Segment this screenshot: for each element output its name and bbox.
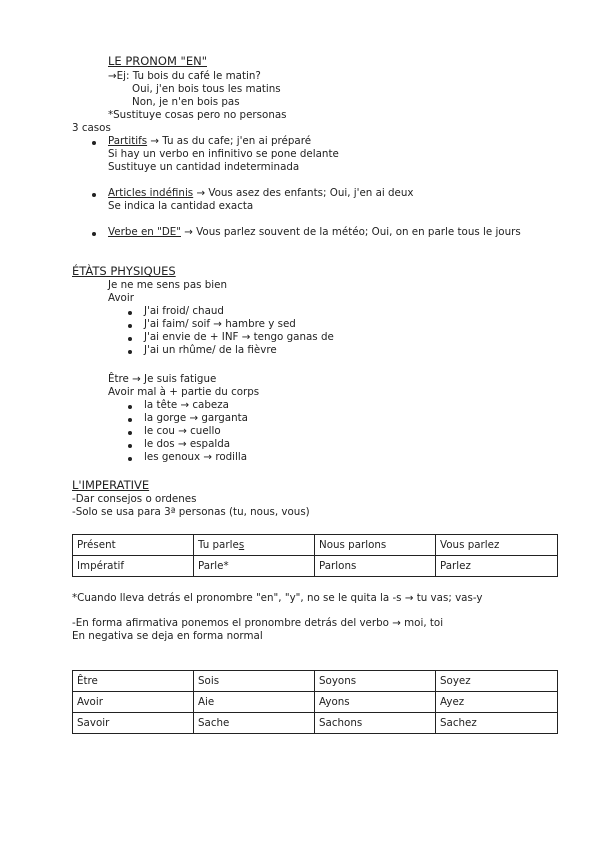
bullet-icon [128,350,132,354]
case-keyword: Partitifs [108,135,148,147]
case-keyword: Articles indéfinis [108,187,194,199]
table-row [73,535,558,556]
table-cell: Vous parlez [436,535,558,556]
table-cell: Être [73,671,194,692]
case-text: → Vous parlez souvent de la météo; Oui, on en parle tous le jours [181,226,521,238]
table-cell: Ayez [436,692,558,713]
cases-label: 3 casos [72,122,111,134]
table-cell: Présent [73,535,194,556]
section-title-etats: ÉTÀTS PHYSIQUES [72,264,176,278]
case-partitifs [108,135,311,148]
example-answer-yes: Oui, j'en bois tous les matins [132,83,281,95]
bullet-icon [92,193,96,197]
table-cell: Sois [194,671,315,692]
list-item: J'ai un rhûme/ de la fièvre [144,344,277,356]
table-row [73,713,558,734]
table-row [73,556,558,577]
bullet-icon [128,431,132,435]
etats-line: Je ne me sens pas bien [108,279,228,291]
table-cell: Soyez [436,671,558,692]
bullet-icon [128,418,132,422]
case-articles [108,187,414,200]
list-item: le cou → cuello [144,425,221,437]
list-item: les genoux → rodilla [144,451,248,463]
bullet-icon [92,141,96,145]
example-answer-no: Non, je n'en bois pas [132,96,240,108]
imperative-line: -Solo se usa para 3ª personas (tu, nous, vous) [72,506,310,518]
case-text: → Tu as du cafe; j'en ai préparé [147,135,312,147]
avoir-mal-line: Avoir mal à + partie du corps [108,386,260,398]
table-row [73,671,558,692]
bullet-icon [128,405,132,409]
list-item: J'ai froid/ chaud [144,305,224,317]
case-verbe-de [108,226,521,239]
case-note: Se indica la cantidad exacta [108,200,254,212]
table-cell: Sache [194,713,315,734]
list-item: le dos → espalda [144,438,231,450]
case-text: → Vous asez des enfants; Oui, j'en ai deux [193,187,414,199]
bullet-icon [92,232,96,236]
table-cell: Aie [194,692,315,713]
cell-suffix: s [238,538,245,551]
table-cell: Parlons [315,556,436,577]
table-cell: Nous parlons [315,535,436,556]
table-cell: Soyons [315,671,436,692]
affirm-line: -En forma afirmativa ponemos el pronombre detrás del verbo → moi, toi [72,617,444,629]
table-cell: Sachons [315,713,436,734]
case-keyword: Verbe en "DE" [108,226,181,238]
footnote: *Cuando lleva detrás el pronombre "en", "y", no se le quita la -s → tu vas; vas-y [72,592,483,604]
imperative-line: -Dar consejos o ordenes [72,493,197,505]
etre-line: Être → Je suis fatigue [108,373,217,385]
case-note: Sustituye un cantidad indeterminada [108,161,300,173]
conjugation-table-parler [72,534,558,577]
bullet-icon [128,324,132,328]
table-cell: Sachez [436,713,558,734]
en-note: *Sustituye cosas pero no personas [108,109,287,121]
table-cell: Avoir [73,692,194,713]
table-cell: Parle* [194,556,315,577]
list-item: J'ai envie de + INF → tengo ganas de [144,331,334,343]
list-item: la gorge → garganta [144,412,248,424]
avoir-label: Avoir [108,292,134,304]
example-question: →Ej: Tu bois du café le matin? [108,70,261,82]
table-cell: Savoir [73,713,194,734]
case-note: Si hay un verbo en infinitivo se pone delante [108,148,339,160]
list-item: J'ai faim/ soif → hambre y sed [144,318,296,330]
bullet-icon [128,457,132,461]
table-cell: Impératif [73,556,194,577]
cell-text: Tu parle [198,538,239,551]
table-cell: Ayons [315,692,436,713]
section-title-en: LE PRONOM "EN" [108,54,207,68]
table-cell [194,535,315,556]
bullet-icon [128,337,132,341]
table-cell: Parlez [436,556,558,577]
conjugation-table-irregular [72,670,558,734]
bullet-icon [128,444,132,448]
bullet-icon [128,311,132,315]
negative-line: En negativa se deja en forma normal [72,630,263,642]
table-row [73,692,558,713]
list-item: la tête → cabeza [144,399,229,411]
section-title-imperative: L'IMPERATIVE [72,478,150,492]
